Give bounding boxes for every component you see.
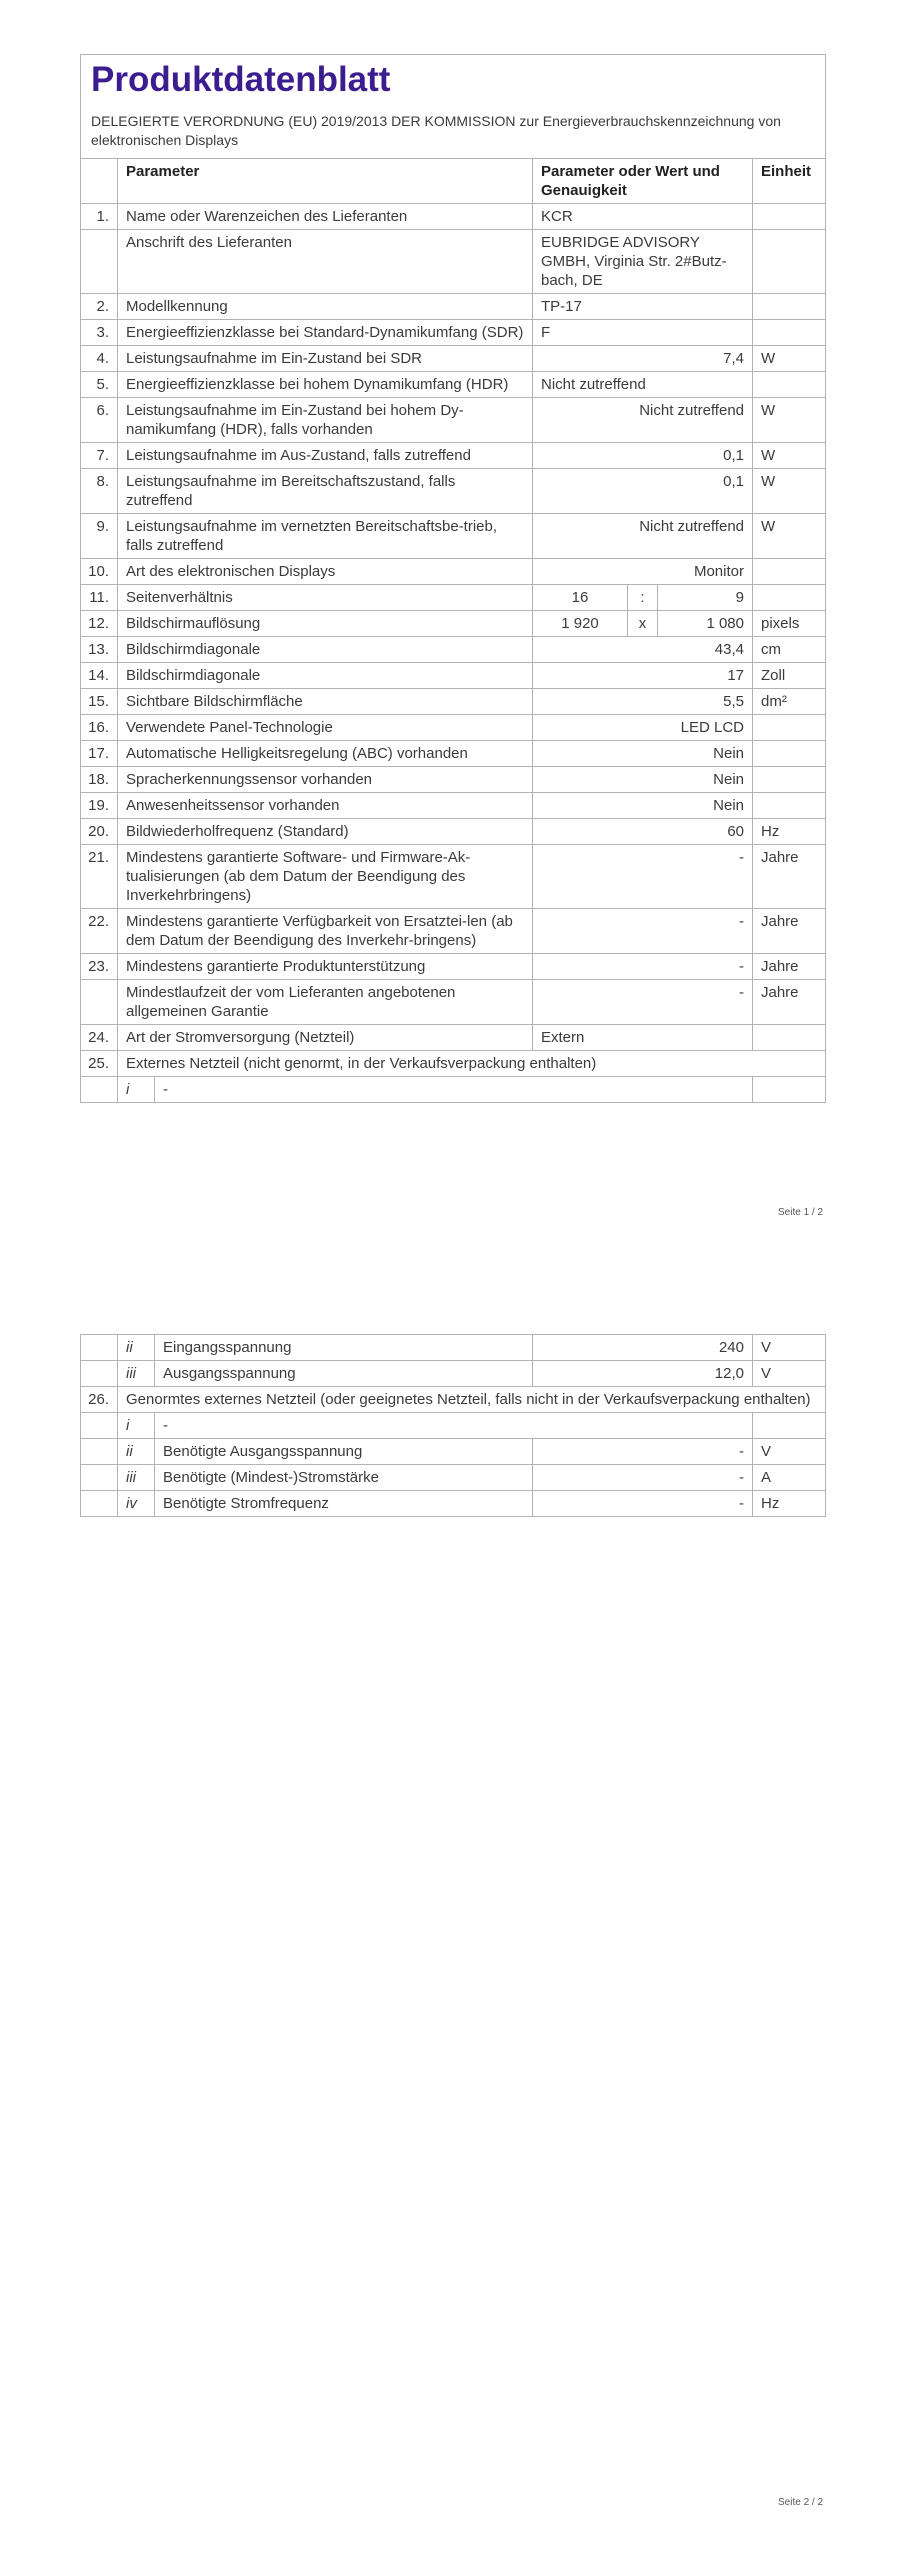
row-number: 9. (81, 514, 118, 559)
sub-item-number: i (118, 1077, 155, 1103)
row-number: 10. (81, 559, 118, 585)
parameter-name: Leistungsaufnahme im Ein-Zustand bei SDR (118, 346, 533, 372)
title-row (81, 55, 826, 159)
sub-item-number: iii (118, 1465, 155, 1491)
parameter-name: Energieeffizienzklasse bei hohem Dynamikumfang (HDR) (118, 372, 533, 398)
parameter-name: Anwesenheitssensor vorhanden (118, 793, 533, 819)
row-number: 5. (81, 372, 118, 398)
row-number: 11. (81, 585, 118, 611)
page-number: Seite 2 / 2 (778, 2497, 824, 2508)
parameter-name: Mindestens garantierte Verfügbarkeit von Ersatztei-len (ab dem Datum der Beendigung des Inverkehr-bringens) (118, 909, 533, 954)
table-row (81, 767, 826, 793)
unit (753, 793, 826, 819)
unit: Jahre (753, 954, 826, 980)
page-number: Seite 1 / 2 (778, 1207, 824, 1218)
parameter-value: Nein (533, 793, 753, 819)
header-value: Parameter oder Wert und Genauigkeit (533, 159, 753, 204)
page-title: Produktdatenblatt (91, 60, 391, 99)
row-number: 24. (81, 1025, 118, 1051)
row-number (81, 230, 118, 294)
value-part-2: 9 (658, 585, 753, 611)
parameter-value: 0,1 (533, 469, 753, 514)
table-row (81, 398, 826, 443)
parameter-name: Benötigte Ausgangsspannung (155, 1439, 533, 1465)
unit: W (753, 469, 826, 514)
sub-item-number: iii (118, 1361, 155, 1387)
sub-item-number: i (118, 1413, 155, 1439)
parameter-name: Mindestens garantierte Produktunterstützung (118, 954, 533, 980)
table-row (81, 1335, 826, 1361)
unit (753, 741, 826, 767)
parameter-value: LED LCD (533, 715, 753, 741)
table-row (81, 741, 826, 767)
parameter-value: 0,1 (533, 443, 753, 469)
table-row (81, 954, 826, 980)
row-number: 4. (81, 346, 118, 372)
table-row (81, 689, 826, 715)
table-row (81, 663, 826, 689)
table-row (81, 585, 826, 611)
table-row (81, 819, 826, 845)
parameter-name: Ausgangsspannung (155, 1361, 533, 1387)
row-number: 17. (81, 741, 118, 767)
parameter-name: Name oder Warenzeichen des Lieferanten (118, 204, 533, 230)
value-separator: x (628, 611, 658, 637)
empty-cell (81, 1439, 118, 1465)
parameter-value: Nicht zutreffend (533, 372, 753, 398)
table-row (81, 637, 826, 663)
unit: W (753, 443, 826, 469)
table-row (81, 1025, 826, 1051)
parameter-name: Bildschirmdiagonale (118, 637, 533, 663)
product-datasheet-table-continued (80, 1334, 826, 1517)
table-row (81, 514, 826, 559)
table-row (81, 204, 826, 230)
unit: V (753, 1335, 826, 1361)
table-row (81, 1413, 826, 1439)
empty-cell (81, 1465, 118, 1491)
parameter-value: 7,4 (533, 346, 753, 372)
parameter-name: Leistungsaufnahme im vernetzten Bereitschaftsbe-trieb, falls zutreffend (118, 514, 533, 559)
row-number: 15. (81, 689, 118, 715)
table-row (81, 372, 826, 398)
row-number: 1. (81, 204, 118, 230)
row-number: 16. (81, 715, 118, 741)
unit (753, 559, 826, 585)
sub-item-number: iv (118, 1491, 155, 1517)
unit (753, 585, 826, 611)
value-part-1: 16 (533, 585, 628, 611)
parameter-value: - (533, 954, 753, 980)
parameter-value: - (533, 980, 753, 1025)
unit: W (753, 514, 826, 559)
parameter-name: Leistungsaufnahme im Aus-Zustand, falls zutreffend (118, 443, 533, 469)
row-number: 23. (81, 954, 118, 980)
header-row (81, 159, 826, 204)
sub-item-text: - (155, 1413, 753, 1439)
table-row (81, 443, 826, 469)
parameter-value: 43,4 (533, 637, 753, 663)
row-number: 20. (81, 819, 118, 845)
unit: Zoll (753, 663, 826, 689)
header-unit: Einheit (753, 159, 826, 204)
parameter-name: Spracherkennungssensor vorhanden (118, 767, 533, 793)
row-number (81, 980, 118, 1025)
empty-cell (81, 1361, 118, 1387)
parameter-name: Modellkennung (118, 294, 533, 320)
parameter-name: Sichtbare Bildschirmfläche (118, 689, 533, 715)
parameter-name: Verwendete Panel-Technologie (118, 715, 533, 741)
unit: V (753, 1361, 826, 1387)
empty-cell (81, 1335, 118, 1361)
parameter-name: Bildschirmdiagonale (118, 663, 533, 689)
unit: cm (753, 637, 826, 663)
parameter-name: Benötigte (Mindest-)Stromstärke (155, 1465, 533, 1491)
row-number: 13. (81, 637, 118, 663)
unit: Hz (753, 1491, 826, 1517)
header-parameter: Parameter (118, 159, 533, 204)
table-row (81, 469, 826, 514)
row-number: 14. (81, 663, 118, 689)
unit (753, 320, 826, 346)
unit (753, 1413, 826, 1439)
regulation-subtitle: DELEGIERTE VERORDNUNG (EU) 2019/2013 DER KOMMISSION zur Energieverbrauchskennzeichnung von elektronischen Displays (91, 113, 781, 148)
row-number: 8. (81, 469, 118, 514)
parameter-name: Art des elektronischen Displays (118, 559, 533, 585)
parameter-value: Nicht zutreffend (533, 514, 753, 559)
unit (753, 204, 826, 230)
table-row (81, 1491, 826, 1517)
value-part-2: 1 080 (658, 611, 753, 637)
table-row (81, 346, 826, 372)
row-number: 18. (81, 767, 118, 793)
row-number: 2. (81, 294, 118, 320)
parameter-name: Anschrift des Lieferanten (118, 230, 533, 294)
parameter-value: Nein (533, 767, 753, 793)
parameter-name: Seitenverhältnis (118, 585, 533, 611)
unit: pixels (753, 611, 826, 637)
parameter-name: Bildschirmauflösung (118, 611, 533, 637)
row-number: 26. (81, 1387, 118, 1413)
section-label: Genormtes externes Netzteil (oder geeignetes Netzteil, falls nicht in der Verkaufsverpackung enthalten) (118, 1387, 826, 1413)
parameter-name: Eingangsspannung (155, 1335, 533, 1361)
table-row (81, 1439, 826, 1465)
table-row (81, 320, 826, 346)
row-number: 12. (81, 611, 118, 637)
parameter-value: Extern (533, 1025, 753, 1051)
sub-item-number: ii (118, 1439, 155, 1465)
parameter-value: 12,0 (533, 1361, 753, 1387)
parameter-value: 17 (533, 663, 753, 689)
table-row (81, 294, 826, 320)
unit: W (753, 346, 826, 372)
parameter-value: KCR (533, 204, 753, 230)
section-label: Externes Netzteil (nicht genormt, in der Verkaufsverpackung enthalten) (118, 1051, 826, 1077)
parameter-value: - (533, 909, 753, 954)
product-datasheet-table (80, 54, 826, 1103)
empty-cell (81, 1491, 118, 1517)
unit: V (753, 1439, 826, 1465)
unit: Jahre (753, 845, 826, 909)
unit: A (753, 1465, 826, 1491)
parameter-name: Leistungsaufnahme im Ein-Zustand bei hohem Dy-namikumfang (HDR), falls vorhanden (118, 398, 533, 443)
parameter-value: Monitor (533, 559, 753, 585)
row-number: 6. (81, 398, 118, 443)
table-row (81, 715, 826, 741)
parameter-value: Nein (533, 741, 753, 767)
parameter-value: 240 (533, 1335, 753, 1361)
parameter-value: 5,5 (533, 689, 753, 715)
unit (753, 230, 826, 294)
value-part-1: 1 920 (533, 611, 628, 637)
unit: W (753, 398, 826, 443)
table-row (81, 793, 826, 819)
sub-item-text: - (155, 1077, 753, 1103)
unit (753, 372, 826, 398)
parameter-value: Nicht zutreffend (533, 398, 753, 443)
unit: dm² (753, 689, 826, 715)
parameter-name: Bildwiederholfrequenz (Standard) (118, 819, 533, 845)
unit (753, 1077, 826, 1103)
parameter-value: F (533, 320, 753, 346)
parameter-name: Mindestens garantierte Software- und Firmware-Ak-tualisierungen (ab dem Datum der Beendigung des Inverkehrbringens) (118, 845, 533, 909)
table-row (81, 559, 826, 585)
parameter-value: EUBRIDGE ADVISORY GMBH, Virginia Str. 2#Butz-bach, DE (533, 230, 753, 294)
empty-cell (81, 1077, 118, 1103)
parameter-name: Art der Stromversorgung (Netzteil) (118, 1025, 533, 1051)
parameter-value: - (533, 1465, 753, 1491)
unit (753, 294, 826, 320)
table-row (81, 1361, 826, 1387)
unit (753, 767, 826, 793)
parameter-name: Mindestlaufzeit der vom Lieferanten angebotenen allgemeinen Garantie (118, 980, 533, 1025)
table-row (81, 980, 826, 1025)
value-separator: : (628, 585, 658, 611)
parameter-value: 60 (533, 819, 753, 845)
parameter-value: TP-17 (533, 294, 753, 320)
table-row (81, 230, 826, 294)
unit: Hz (753, 819, 826, 845)
row-number: 7. (81, 443, 118, 469)
parameter-value: - (533, 845, 753, 909)
unit: Jahre (753, 980, 826, 1025)
table-row (81, 1465, 826, 1491)
table-row (81, 845, 826, 909)
parameter-value: - (533, 1491, 753, 1517)
unit: Jahre (753, 909, 826, 954)
table-row (81, 1387, 826, 1413)
sub-item-number: ii (118, 1335, 155, 1361)
parameter-name: Benötigte Stromfrequenz (155, 1491, 533, 1517)
parameter-name: Automatische Helligkeitsregelung (ABC) vorhanden (118, 741, 533, 767)
parameter-name: Leistungsaufnahme im Bereitschaftszustand, falls zutreffend (118, 469, 533, 514)
row-number: 25. (81, 1051, 118, 1077)
row-number: 3. (81, 320, 118, 346)
row-number: 19. (81, 793, 118, 819)
unit (753, 715, 826, 741)
row-number: 22. (81, 909, 118, 954)
table-row (81, 909, 826, 954)
row-number: 21. (81, 845, 118, 909)
parameter-name: Energieeffizienzklasse bei Standard-Dynamikumfang (SDR) (118, 320, 533, 346)
table-row (81, 1077, 826, 1103)
table-row (81, 611, 826, 637)
unit (753, 1025, 826, 1051)
empty-cell (81, 1413, 118, 1439)
parameter-value: - (533, 1439, 753, 1465)
table-row (81, 1051, 826, 1077)
